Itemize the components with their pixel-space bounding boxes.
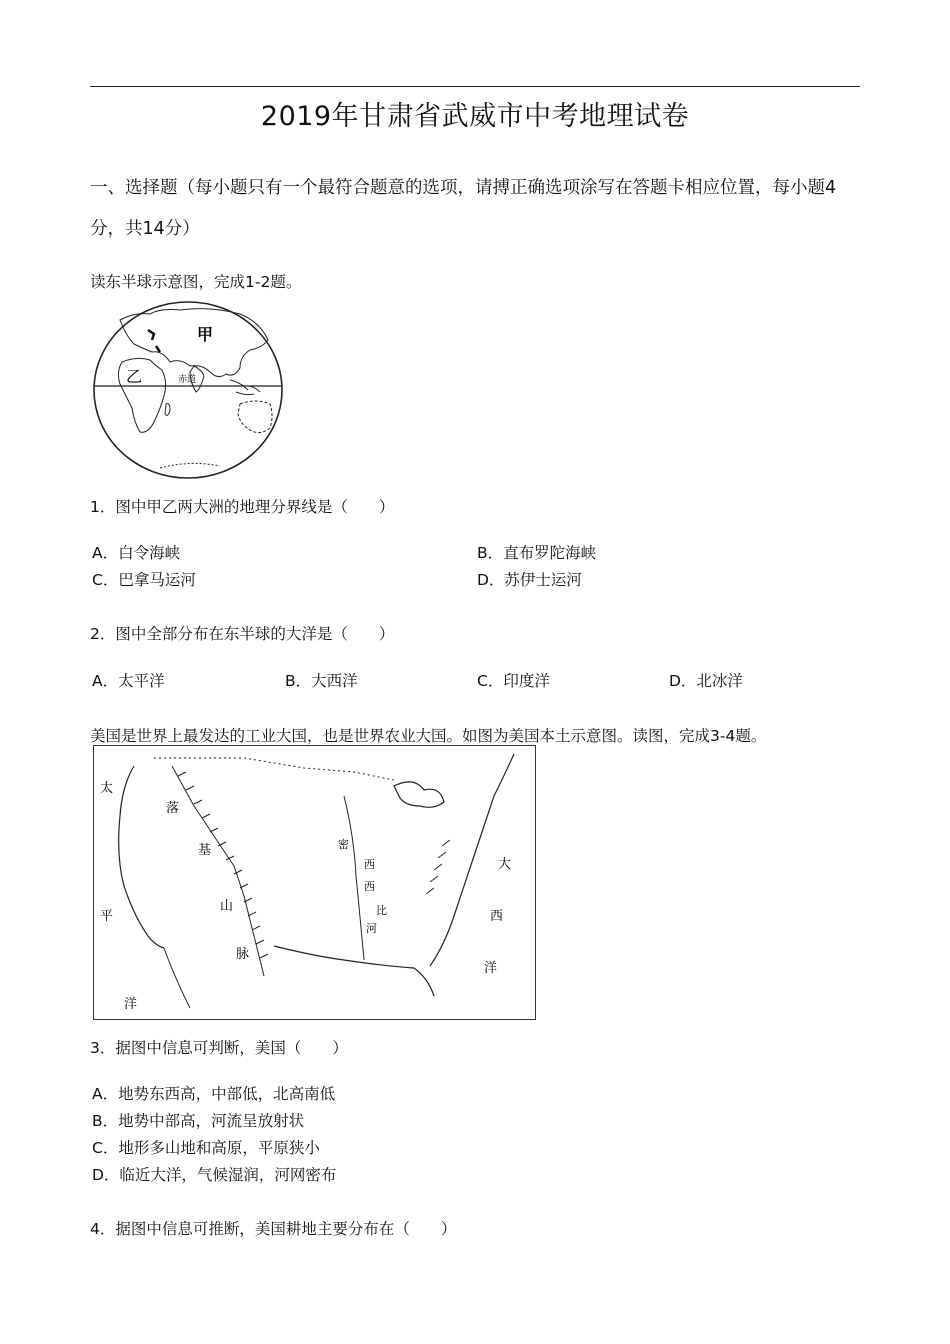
eastern-hemisphere-map <box>90 300 290 486</box>
q3-option-b[interactable]: B．地势中部高，河流呈放射状 <box>92 1112 305 1130</box>
label-atlantic-2: 西 <box>490 909 504 924</box>
top-rule <box>90 86 860 87</box>
q2-option-a[interactable]: A．太平洋 <box>92 672 165 690</box>
q3-option-c[interactable]: C．地形多山地和高原，平原狭小 <box>92 1139 320 1157</box>
label-mississippi-1: 密 <box>338 838 349 851</box>
label-equator: 赤道 <box>178 375 197 385</box>
label-jia: 甲 <box>197 325 214 344</box>
q2-stem: 2．图中全部分布在东半球的大洋是（ ） <box>90 625 395 643</box>
q3-option-a[interactable]: A．地势东西高，中部低，北高南低 <box>92 1085 336 1103</box>
label-atlantic-1: 大 <box>498 857 512 872</box>
page-title: 2019年甘肃省武威市中考地理试卷 <box>260 101 690 132</box>
label-mississippi-4: 比 <box>376 904 387 917</box>
q1-option-a[interactable]: A．白令海峡 <box>92 544 181 562</box>
q1-stem: 1．图中甲乙两大洲的地理分界线是（ ） <box>90 498 395 516</box>
section-heading: 一、选择题（每小题只有一个最符合题意的选项，请搏正确选项涂写在答题卡相应位置，每小题4分，共14分） <box>90 178 837 239</box>
q1-option-d[interactable]: D．苏伊士运河 <box>477 571 582 589</box>
q4-stem: 4．据图中信息可推断，美国耕地主要分布在（ ） <box>90 1220 457 1238</box>
intro-text-2: 美国是世界上最发达的工业大国，也是世界农业大国。如图为美国本土示意图。读图，完成3-4题。 <box>90 727 767 745</box>
intro-text-1: 读东半球示意图，完成1-2题。 <box>90 273 302 291</box>
label-rocky-2: 基 <box>198 843 212 858</box>
q3-option-d[interactable]: D．临近大洋，气候湿润，河网密布 <box>92 1166 337 1184</box>
label-pacific-1: 太 <box>100 781 114 796</box>
label-mississippi-3: 西 <box>364 880 375 893</box>
label-rocky-4: 脉 <box>236 947 250 962</box>
label-pacific-3: 洋 <box>124 997 138 1012</box>
q1-option-c[interactable]: C．巴拿马运河 <box>92 571 196 589</box>
label-rocky-1: 落 <box>166 801 180 816</box>
label-atlantic-3: 洋 <box>484 961 498 976</box>
q2-option-c[interactable]: C．印度洋 <box>477 672 550 690</box>
q2-option-d[interactable]: D．北冰洋 <box>669 672 743 690</box>
q1-option-b[interactable]: B．直布罗陀海峡 <box>477 544 597 562</box>
label-pacific-2: 平 <box>100 909 114 924</box>
label-rocky-3: 山 <box>220 899 234 914</box>
q3-stem: 3．据图中信息可判断，美国（ ） <box>90 1039 348 1057</box>
label-mississippi-5: 河 <box>366 922 377 935</box>
label-yi: 乙 <box>126 367 143 386</box>
q2-option-b[interactable]: B．大西洋 <box>285 672 358 690</box>
usa-map <box>93 745 536 1020</box>
label-mississippi-2: 西 <box>364 858 375 871</box>
